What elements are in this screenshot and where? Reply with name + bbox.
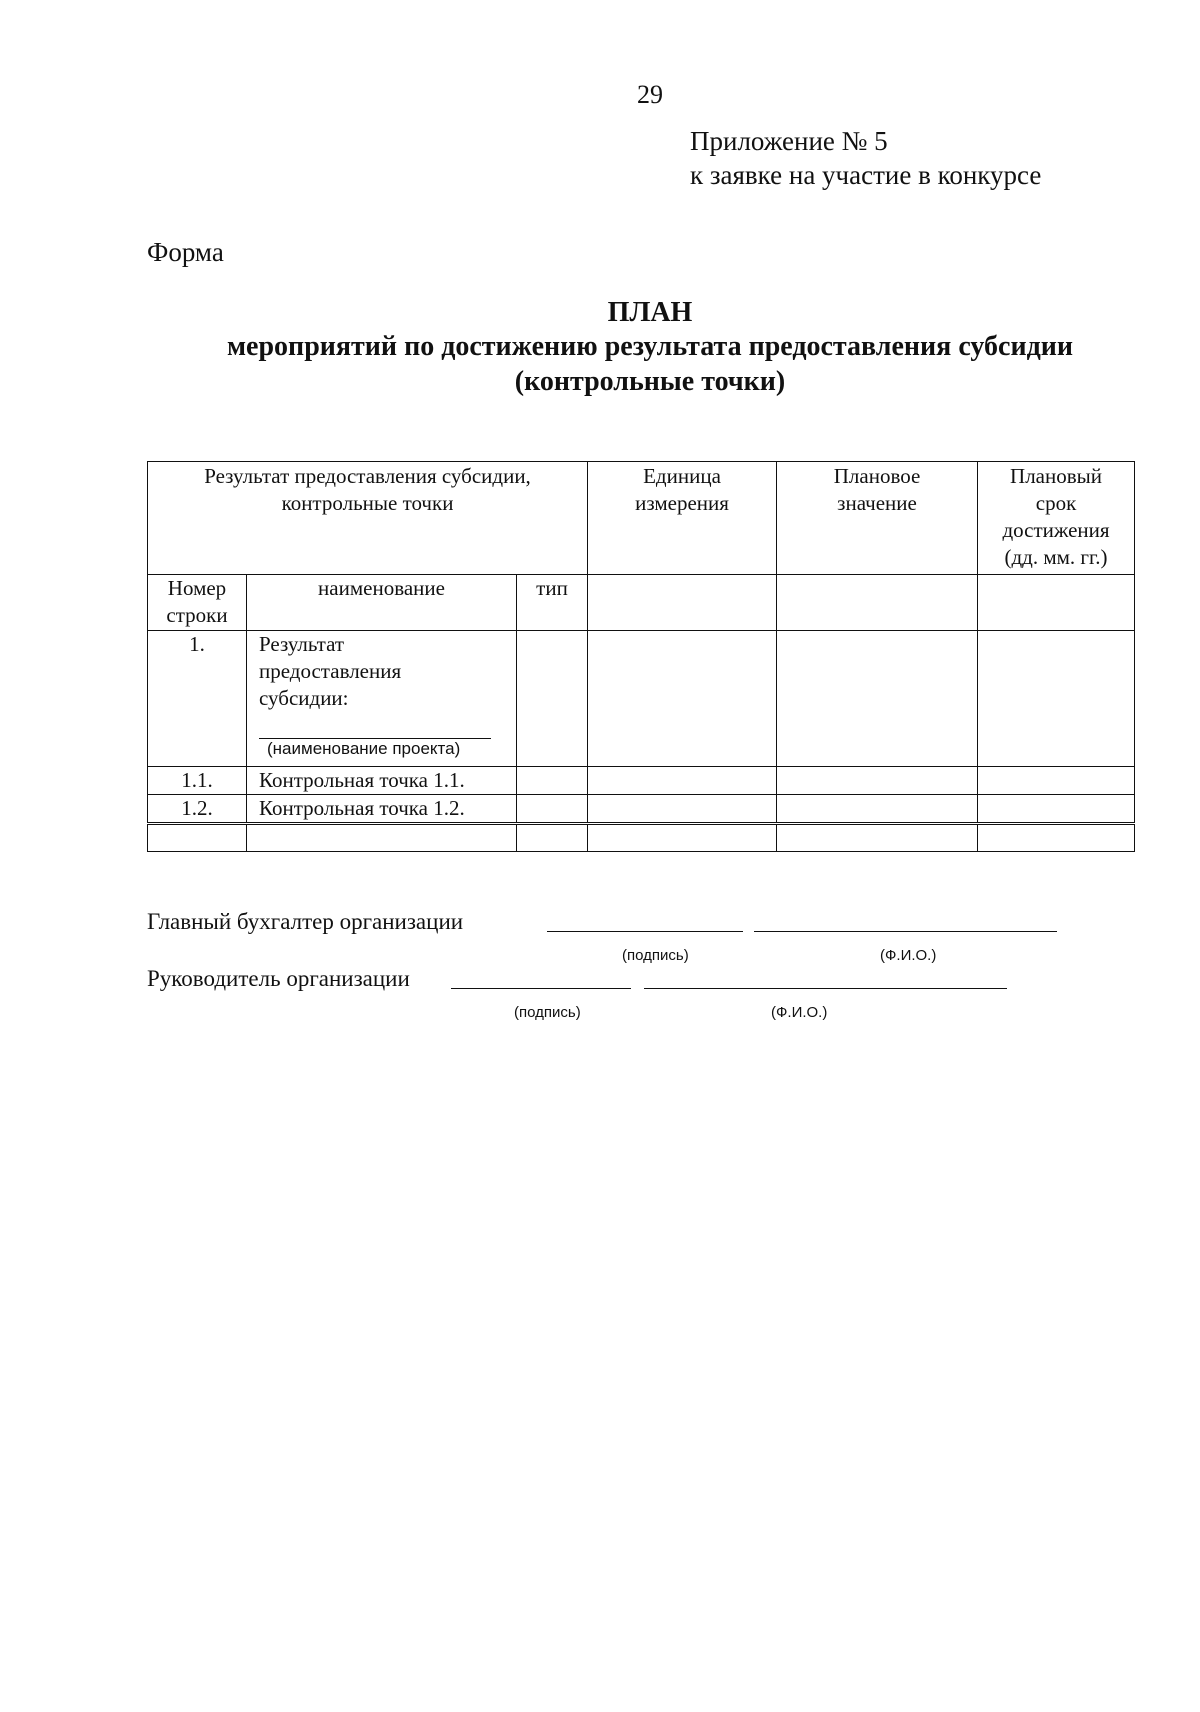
- plan-subheading-2: (контрольные точки): [514, 366, 786, 397]
- project-name-caption: (наименование проекта): [267, 739, 461, 758]
- appendix-subtitle: к заявке на участие в конкурсе: [690, 160, 1042, 190]
- row-number: 1.2.: [181, 796, 213, 820]
- chief-accountant-name-line[interactable]: [754, 931, 1057, 932]
- page-number: 29: [637, 80, 663, 109]
- table-cell: [588, 795, 777, 824]
- header-plan-date-line-1: Плановый: [1010, 464, 1102, 488]
- table-cell: [777, 767, 978, 795]
- table-subheader-row: [148, 575, 1135, 631]
- header-unit-cell: [588, 462, 777, 575]
- table-cell: [777, 575, 978, 631]
- header-plan-value-line-1: Плановое: [833, 464, 921, 488]
- header-plan-date-line-4: (дд. мм. гг.): [1004, 545, 1108, 569]
- table-cell: [777, 824, 978, 852]
- table-cell: [978, 795, 1135, 824]
- header-plan-value-line-2: значение: [837, 491, 917, 515]
- subheader-type-cell: [517, 575, 588, 631]
- appendix-title: Приложение № 5: [690, 126, 888, 156]
- table-row: [148, 795, 1135, 824]
- subheader-type-label: тип: [536, 576, 568, 600]
- subheader-name-cell: [247, 575, 517, 631]
- table-cell: [148, 824, 247, 852]
- plan-subheading: мероприятий по достижению результата предоставления субсидии: [226, 331, 1074, 362]
- header-unit-line-2: измерения: [635, 491, 729, 515]
- row-name-line-1: Результат: [259, 632, 345, 656]
- row-name-line-3: субсидии:: [259, 686, 349, 710]
- row-name-cell: [247, 795, 517, 824]
- header-plan-date-cell: [978, 462, 1135, 575]
- subheader-row-number-cell: [148, 575, 247, 631]
- row-name-line-2: предоставления: [259, 659, 402, 683]
- header-result-line-2: контрольные точки: [281, 491, 454, 515]
- head-signature-line[interactable]: [451, 988, 631, 989]
- head-name-line[interactable]: [644, 988, 1007, 989]
- subheader-row-number-line-1: Номер: [167, 576, 227, 600]
- table-cell: [247, 824, 517, 852]
- row-number-cell: [148, 767, 247, 795]
- table-cell: [517, 767, 588, 795]
- table-cell: [978, 575, 1135, 631]
- row-number: 1.1.: [181, 768, 213, 792]
- table-header-row: [148, 462, 1135, 575]
- table-cell: [517, 795, 588, 824]
- table-cell: [978, 767, 1135, 795]
- table-cell: [777, 631, 978, 767]
- table-cell: [588, 824, 777, 852]
- table-cell: [517, 824, 588, 852]
- header-plan-value-cell: [777, 462, 978, 575]
- plan-table: [147, 461, 1135, 852]
- subheader-name-label: наименование: [318, 576, 445, 600]
- subheader-row-number-line-2: строки: [166, 603, 228, 627]
- chief-accountant-signature-caption: (подпись): [622, 947, 689, 964]
- table-row: [148, 767, 1135, 795]
- table-cell: [978, 631, 1135, 767]
- row-name-cell: [247, 631, 517, 767]
- plan-heading: ПЛАН: [607, 297, 693, 328]
- table-cell: [588, 631, 777, 767]
- row-name: Контрольная точка 1.1.: [259, 768, 465, 792]
- table-row: [148, 631, 1135, 767]
- table-cell: [777, 795, 978, 824]
- head-label: Руководитель организации: [147, 966, 410, 991]
- chief-accountant-signature-line[interactable]: [547, 931, 743, 932]
- row-number-cell: [148, 631, 247, 767]
- table-cell: [588, 767, 777, 795]
- row-number: 1.: [189, 632, 205, 656]
- row-number-cell: [148, 795, 247, 824]
- header-unit-line-1: Единица: [643, 464, 721, 488]
- header-result-line-1: Результат предоставления субсидии,: [204, 464, 531, 488]
- form-label: Форма: [147, 237, 224, 267]
- head-signature-caption: (подпись): [514, 1004, 581, 1021]
- table-cell: [588, 575, 777, 631]
- header-result-cell: [148, 462, 588, 575]
- table-cell: [517, 631, 588, 767]
- chief-accountant-name-caption: (Ф.И.О.): [880, 947, 937, 964]
- header-plan-date-line-2: срок: [1035, 491, 1077, 515]
- row-name: Контрольная точка 1.2.: [259, 796, 465, 820]
- head-name-caption: (Ф.И.О.): [771, 1004, 828, 1021]
- chief-accountant-label: Главный бухгалтер организации: [147, 909, 464, 934]
- table-cell: [978, 824, 1135, 852]
- table-row-empty: [148, 824, 1135, 852]
- header-plan-date-line-3: достижения: [1002, 518, 1110, 542]
- row-name-cell: [247, 767, 517, 795]
